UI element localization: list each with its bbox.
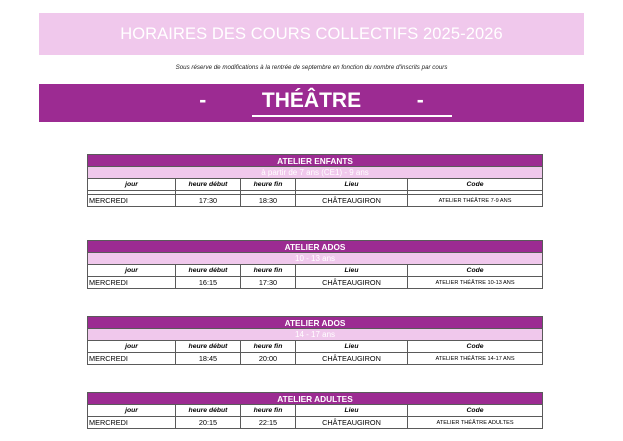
cell-day: MERCREDI (88, 195, 176, 207)
col-header-end: heure fin (241, 265, 296, 277)
cell-end: 22:15 (241, 417, 296, 429)
cell-place: CHÂTEAUGIRON (296, 417, 408, 429)
section-banner (39, 84, 584, 122)
col-header-code: Code (408, 405, 543, 417)
col-header-end: heure fin (241, 405, 296, 417)
col-header-end: heure fin (241, 341, 296, 353)
dash-left: - (199, 89, 207, 112)
section-title: THÉÂTRE (261, 89, 362, 112)
col-header-place: Lieu (296, 405, 408, 417)
table-row (88, 353, 543, 365)
atelier-age-range: à partir de 7 ans (CE1) - 9 ans (88, 167, 543, 179)
col-header-end: heure fin (241, 179, 296, 191)
atelier-age-range: 10 - 13 ans (88, 253, 543, 265)
cell-code: ATELIER THÉÂTRE 14-17 ANS (408, 353, 543, 365)
col-header-day: jour (88, 179, 176, 191)
atelier-title: ATELIER ENFANTS (88, 155, 543, 167)
cell-code: ATELIER THÉÂTRE 10-13 ANS (408, 277, 543, 289)
col-header-place: Lieu (296, 341, 408, 353)
table-row (88, 417, 543, 429)
schedule-table-ados-10-13 (87, 240, 543, 289)
cell-start: 18:45 (176, 353, 241, 365)
cell-place: CHÂTEAUGIRON (296, 277, 408, 289)
atelier-title: ATELIER ADOS (88, 317, 543, 329)
cell-start: 16:15 (176, 277, 241, 289)
col-header-start: heure début (176, 265, 241, 277)
cell-end: 17:30 (241, 277, 296, 289)
col-header-start: heure début (176, 179, 241, 191)
cell-place: CHÂTEAUGIRON (296, 195, 408, 207)
col-header-day: jour (88, 405, 176, 417)
cell-place: CHÂTEAUGIRON (296, 353, 408, 365)
col-header-place: Lieu (296, 265, 408, 277)
col-header-start: heure début (176, 341, 241, 353)
col-header-code: Code (408, 179, 543, 191)
col-header-day: jour (88, 341, 176, 353)
page-title-banner (39, 13, 584, 55)
section-underline (252, 115, 452, 117)
atelier-title: ATELIER ADULTES (88, 393, 543, 405)
table-row (88, 195, 543, 207)
schedule-table-adultes (87, 392, 543, 429)
cell-start: 20:15 (176, 417, 241, 429)
col-header-day: jour (88, 265, 176, 277)
col-header-place: Lieu (296, 179, 408, 191)
cell-code: ATELIER THÉÂTRE 7-9 ANS (408, 195, 543, 207)
cell-end: 20:00 (241, 353, 296, 365)
cell-start: 17:30 (176, 195, 241, 207)
atelier-title: ATELIER ADOS (88, 241, 543, 253)
atelier-age-range: 14 - 17 ans (88, 329, 543, 341)
disclaimer-note: Sous réserve de modifications à la rentrée de septembre en fonction du nombre d'inscrits par cours (175, 64, 448, 71)
cell-day: MERCREDI (88, 277, 176, 289)
section-heading (39, 88, 584, 114)
schedule-table-ados-14-17 (87, 316, 543, 365)
cell-day: MERCREDI (88, 417, 176, 429)
cell-code: ATELIER THÉÂTRE ADULTES (408, 417, 543, 429)
cell-end: 18:30 (241, 195, 296, 207)
col-header-code: Code (408, 341, 543, 353)
schedule-table-enfants (87, 154, 543, 207)
cell-day: MERCREDI (88, 353, 176, 365)
page-title: HORAIRES DES COURS COLLECTIFS 2025-2026 (120, 25, 503, 43)
col-header-start: heure début (176, 405, 241, 417)
dash-right: - (416, 89, 424, 112)
table-row (88, 277, 543, 289)
col-header-code: Code (408, 265, 543, 277)
